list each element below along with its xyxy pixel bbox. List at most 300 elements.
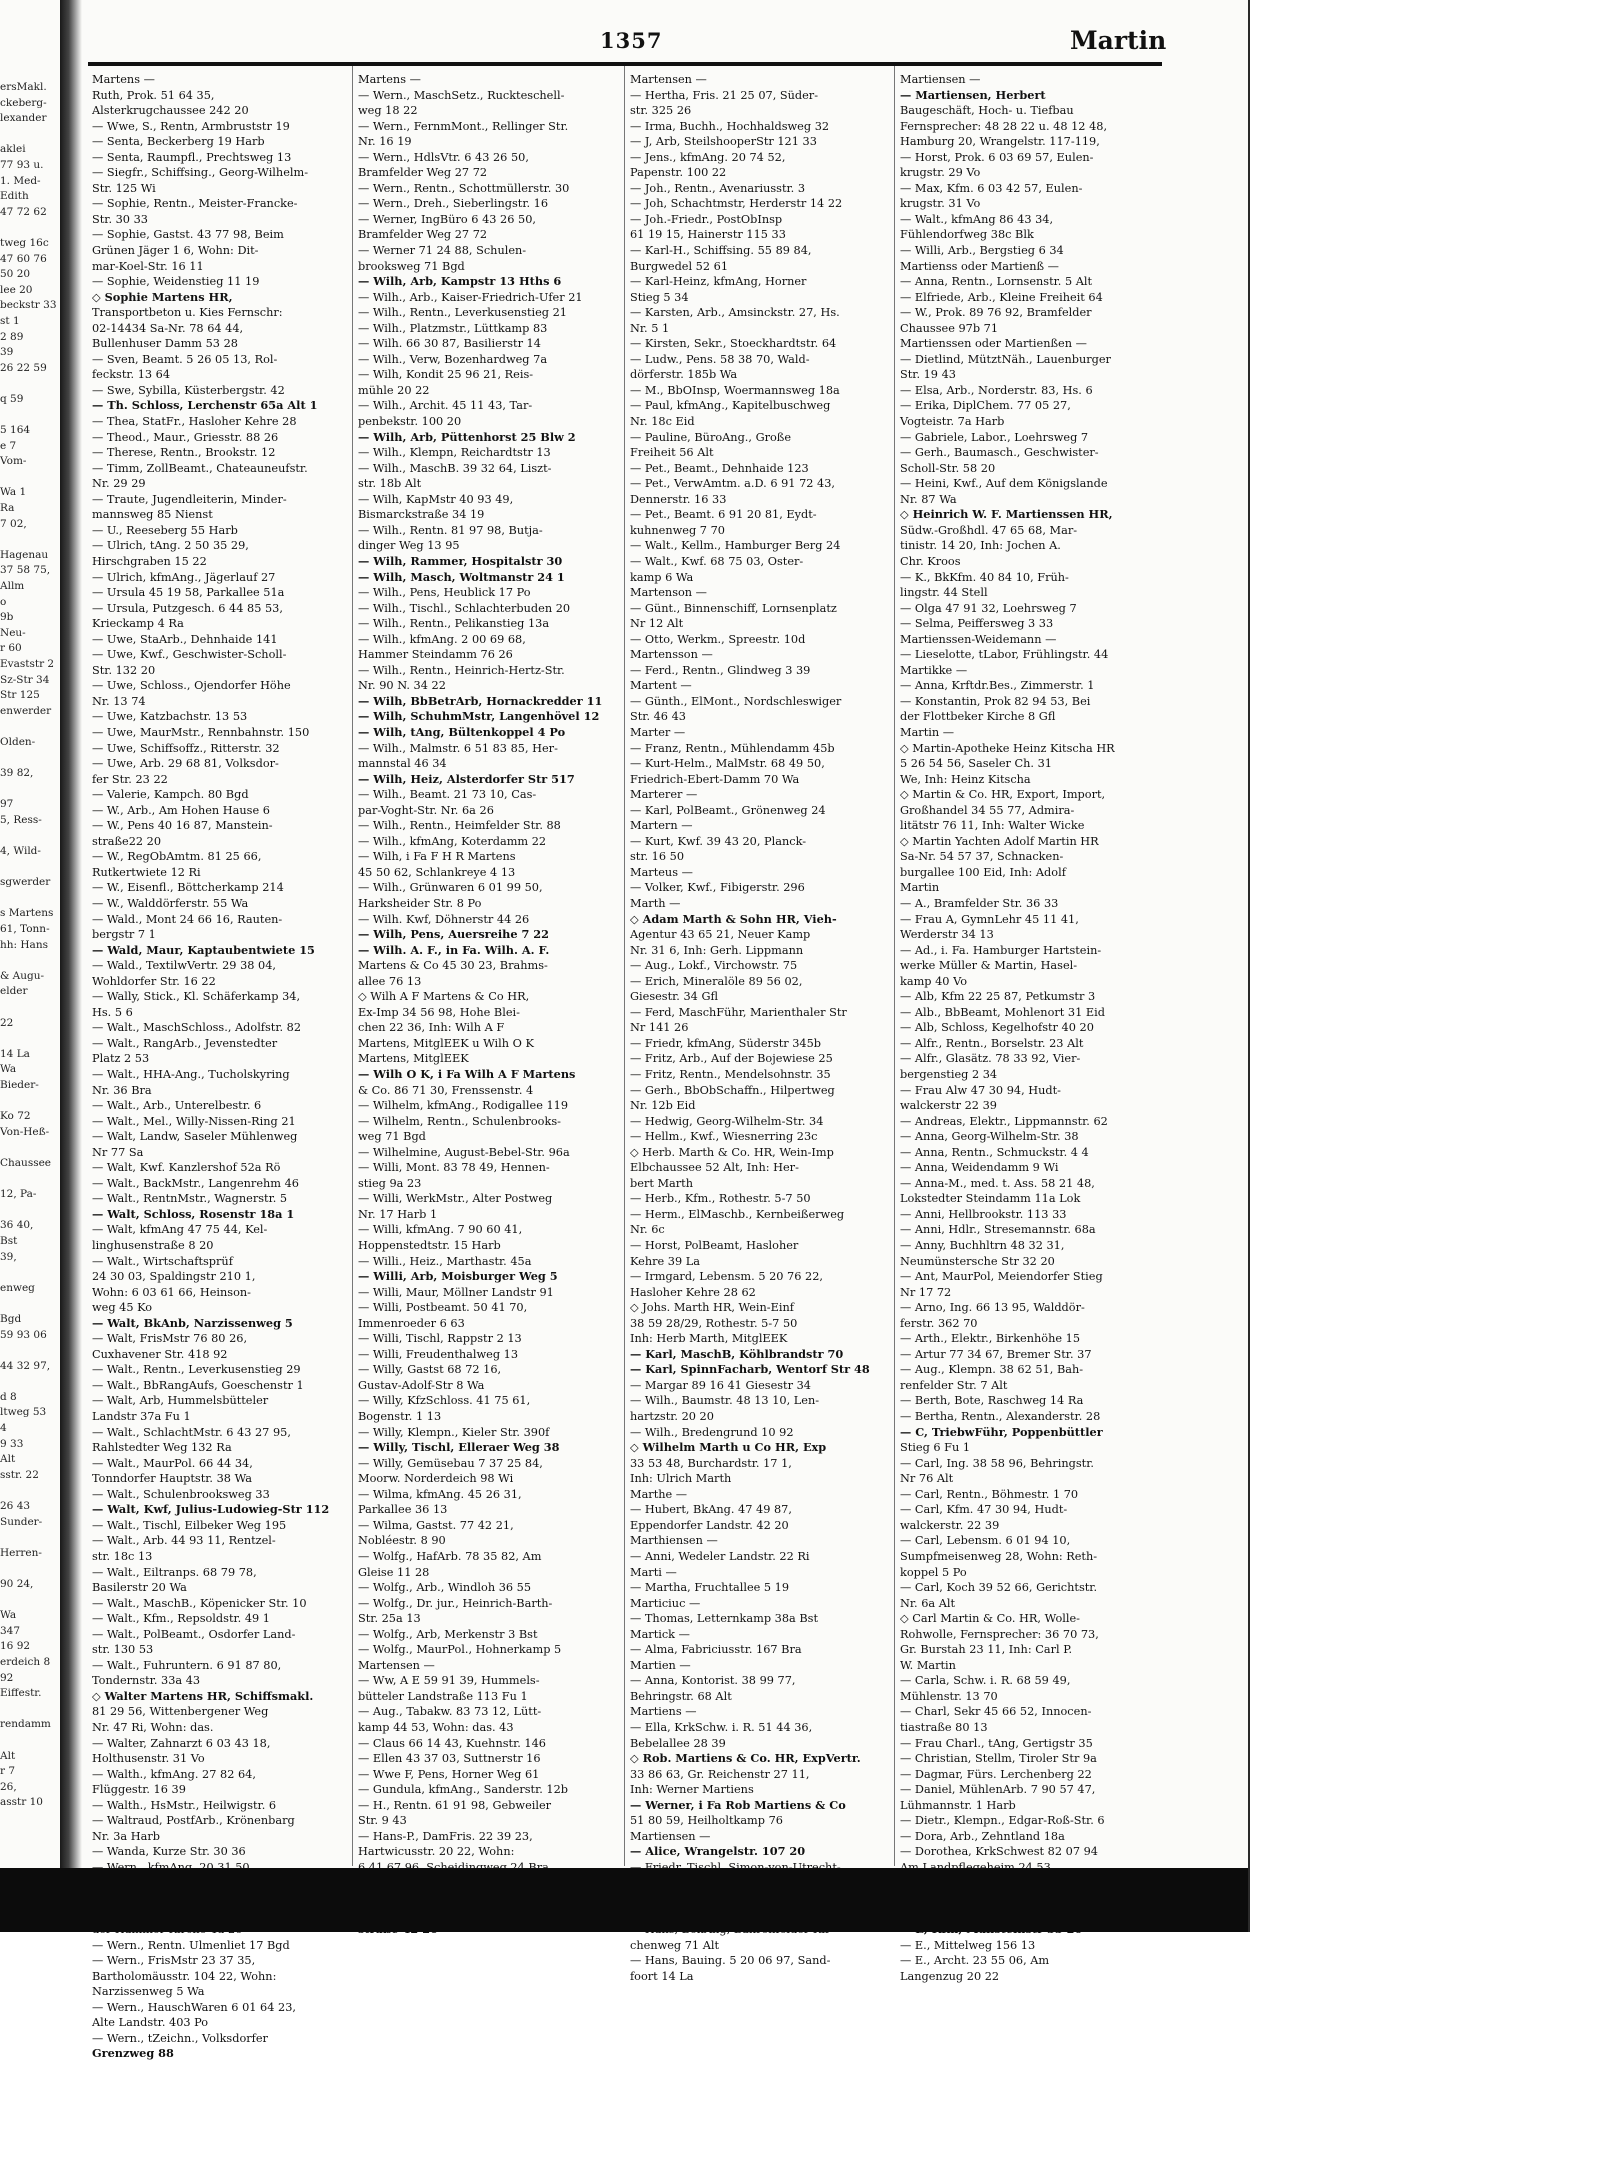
- directory-entry: — Walt, Arb, Hummelsbütteler: [92, 1394, 269, 1408]
- directory-entry: — Hertha, Fris. 21 25 07, Süder-: [630, 88, 819, 102]
- surname-heading: Marti —: [630, 1565, 677, 1579]
- column-divider: [894, 66, 895, 1866]
- directory-entry: — Wilh. Kwf, Döhnerstr 44 26: [358, 912, 530, 926]
- directory-entry: — Traute, Jugendleiterin, Minder-: [92, 492, 287, 506]
- directory-entry: — Werner, IngBüro 6 43 26 50,: [358, 212, 536, 226]
- directory-entry: Hartwicusstr. 20 22, Wohn:: [358, 1845, 515, 1859]
- directory-entry: werke Müller & Martin, Hasel-: [900, 959, 1078, 973]
- directory-entry: foort 14 La: [630, 1969, 694, 1983]
- directory-entry: — Charl, Sekr 45 66 52, Innocen-: [900, 1705, 1092, 1719]
- directory-entry: — Anna, Georg-Wilhelm-Str. 38: [900, 1130, 1079, 1144]
- directory-entry: Nr. 3a Harb: [92, 1829, 160, 1843]
- gutter-fragment: Wa 1: [0, 486, 27, 499]
- directory-entry: — Wern., HdlsVtr. 6 43 26 50,: [358, 150, 529, 164]
- directory-entry: Ruth, Prok. 51 64 35,: [92, 88, 215, 102]
- directory-entry: — Gundula, kfmAng., Sanderstr. 12b: [358, 1783, 569, 1797]
- directory-entry: Mühlenstr. 13 70: [900, 1689, 998, 1703]
- directory-entry: Hoppenstedtstr. 15 Harb: [358, 1239, 501, 1253]
- directory-entry: linghusenstraße 8 20: [92, 1239, 214, 1253]
- directory-entry: — Heini, Kwf., Auf dem Königslande: [900, 477, 1108, 491]
- directory-entry: ◇ Sophie Martens HR,: [92, 289, 233, 304]
- gutter-fragment: [0, 1031, 64, 1047]
- gutter-fragment: Allm: [0, 580, 25, 592]
- directory-entry: — Willi, Mont. 83 78 49, Hennen-: [358, 1161, 550, 1175]
- directory-entry: — Walt, BkAnb, Narzissenweg 5: [92, 1315, 293, 1330]
- gutter-fragment: [0, 1483, 64, 1499]
- surname-heading: Martienss oder Martienß —: [900, 259, 1059, 273]
- directory-entry: 38 59 28/29, Rothestr. 5-7 50: [630, 1316, 798, 1330]
- directory-entry: — Swe, Sybilla, Küsterbergstr. 42: [92, 383, 285, 397]
- directory-entry: — Willi, WerkMstr., Alter Postweg: [358, 1192, 553, 1206]
- directory-entry: — Arno, Ing. 66 13 95, Walddör-: [900, 1301, 1085, 1315]
- directory-entry: Grenzweg 88: [92, 2046, 174, 2061]
- directory-entry: — Ferd., Rentn., Glindweg 3 39: [630, 663, 811, 677]
- directory-entry: mannsweg 85 Nienst: [92, 508, 213, 522]
- directory-entry: ◇ Carl Martin & Co. HR, Wolle-: [900, 1612, 1080, 1626]
- directory-entry: ◇ Johs. Marth HR, Wein-Einf: [630, 1301, 794, 1315]
- gutter-fragment: Von-Heß-: [0, 1125, 50, 1138]
- directory-entry: bergstr 7 1: [92, 928, 156, 942]
- gutter-fragment: [0, 782, 64, 798]
- directory-entry: — Senta, Raumpfl., Prechtsweg 13: [92, 150, 292, 164]
- directory-entry: Wohn: 6 03 61 66, Heinson-: [92, 1285, 251, 1299]
- directory-entry: — Willy, Gastst 68 72 16,: [358, 1363, 502, 1377]
- directory-entry: — W., Pens 40 16 87, Manstein-: [92, 819, 273, 833]
- directory-entry: — Walt, kfmAng 47 75 44, Kel-: [92, 1223, 268, 1237]
- directory-entry: — Ella, KrkSchw. i. R. 51 44 36,: [630, 1720, 813, 1734]
- directory-entry: — Pauline, BüroAng., Große: [630, 430, 792, 444]
- directory-entry: — Ulrich, kfmAng., Jägerlauf 27: [92, 570, 276, 584]
- directory-entry: — Wolfg., MaurPol., Hohnerkamp 5: [358, 1643, 562, 1657]
- gutter-fragment: [0, 1530, 64, 1546]
- directory-entry: Bebelallee 28 39: [630, 1736, 726, 1750]
- directory-entry: bert Marth: [630, 1176, 693, 1190]
- directory-entry: — Wolfg., Dr. jur., Heinrich-Barth-: [358, 1596, 553, 1610]
- directory-entry: fer Str. 23 22: [92, 772, 168, 786]
- gutter-fragment: sgwerder: [0, 876, 51, 889]
- directory-entry: — Wald., TextilwVertr. 29 38 04,: [92, 959, 277, 973]
- directory-entry: — Ant, MaurPol, Meiendorfer Stieg: [900, 1270, 1103, 1284]
- header-rule: [88, 62, 1162, 66]
- directory-entry: — Senta, Beckerberg 19 Harb: [92, 135, 265, 149]
- directory-entry: — Uwe, Arb. 29 68 81, Volksdor-: [92, 757, 279, 771]
- gutter-fragment: [0, 1593, 64, 1609]
- directory-entry: — Ellen 43 37 03, Suttnerstr 16: [358, 1752, 541, 1766]
- directory-entry: litätstr 76 11, Inh: Walter Wicke: [900, 819, 1085, 833]
- directory-entry: & Co. 86 71 30, Frenssenstr. 4: [358, 1083, 534, 1097]
- directory-entry: Platz 2 53: [92, 1052, 150, 1066]
- directory-entry: Krieckamp 4 Ra: [92, 617, 184, 631]
- directory-entry: Chaussee 97b 71: [900, 321, 999, 335]
- directory-entry: — Frau Alw 47 30 94, Hudt-: [900, 1083, 1061, 1097]
- directory-entry: bergenstieg 2 34: [900, 1068, 998, 1081]
- directory-entry: Stieg 5 34: [630, 290, 689, 304]
- directory-entry: Baugeschäft, Hoch- u. Tiefbau: [900, 104, 1074, 118]
- directory-entry: — Carla, Schw. i. R. 68 59 49,: [900, 1674, 1071, 1688]
- directory-entry: lingstr. 44 Stell: [900, 586, 988, 600]
- directory-entry: — Günt., Binnenschiff, Lornsenplatz: [630, 601, 837, 615]
- directory-entry: — Siegfr., Schiffsing., Georg-Wilhelm-: [92, 166, 309, 180]
- directory-entry: Holthusenstr. 31 Vo: [92, 1752, 205, 1766]
- directory-entry: Giesestr. 34 Gfl: [630, 990, 719, 1004]
- gutter-fragment: 37 58 75,: [0, 564, 51, 577]
- directory-entry: chen 22 36, Inh: Wilh A F: [358, 1021, 505, 1035]
- directory-entry: — Ursula, Putzgesch. 6 44 85 53,: [92, 601, 283, 615]
- directory-entry: Str. 19 43: [900, 368, 956, 382]
- gutter-fragment: tweg 16c: [0, 236, 49, 249]
- directory-entry: — Dagmar, Fürs. Lerchenberg 22: [900, 1767, 1092, 1781]
- surname-heading: Martensen —: [358, 1658, 435, 1672]
- gutter-fragment: 12, Pa-: [0, 1188, 37, 1201]
- directory-entry: — Willi, Arb., Bergstieg 6 34: [900, 244, 1064, 258]
- gutter-fragment: & Augu-: [0, 969, 45, 982]
- directory-entry: — Franz, Rentn., Mühlendamm 45b: [630, 741, 835, 755]
- directory-entry: — Aug., Tabakw. 83 73 12, Lütt-: [358, 1705, 542, 1719]
- directory-entry: Langenzug 20 22: [900, 1969, 1000, 1983]
- directory-entry: Sa-Nr. 54 57 37, Schnacken-: [900, 850, 1064, 864]
- gutter-fragment: [0, 376, 64, 392]
- surname-heading: Marter —: [630, 725, 686, 739]
- directory-entry: — Uwe, StaArb., Dehnhaide 141: [92, 632, 278, 646]
- directory-entry: We, Inh: Heinz Kitscha: [900, 772, 1031, 786]
- gutter-fragment: [0, 953, 64, 969]
- directory-entry: — Volker, Kwf., Fibigerstr. 296: [630, 881, 805, 895]
- directory-entry: Cuxhavener Str. 418 92: [92, 1347, 228, 1361]
- directory-entry: — Karsten, Arb., Amsinckstr. 27, Hs.: [630, 306, 840, 320]
- directory-entry: — Irmgard, Lebensm. 5 20 76 22,: [630, 1270, 823, 1284]
- directory-entry: Moorw. Norderdeich 98 Wi: [358, 1472, 514, 1486]
- gutter-fragment: 50 20: [0, 268, 31, 281]
- directory-entry: — Horst, PolBeamt, Hasloher: [630, 1239, 799, 1253]
- directory-entry: — Wilh, Heiz, Alsterdorfer Str 517: [358, 771, 575, 786]
- directory-entry: — Alb, Kfm 22 25 87, Petkumstr 3: [900, 990, 1096, 1004]
- directory-entry: — Wilh, SchuhmMstr, Langenhövel 12: [358, 709, 600, 724]
- directory-entry: — Uwe, MaurMstr., Rennbahnstr. 150: [92, 725, 310, 739]
- directory-entry: Nr. 16 19: [358, 135, 412, 149]
- gutter-fragment: r 7: [0, 1765, 16, 1778]
- gutter-fragment: 47 60 76: [0, 252, 47, 265]
- surname-heading: Martiensen —: [900, 73, 981, 86]
- directory-entry: — Frau Charl., tAng, Gertigstr 35: [900, 1736, 1093, 1750]
- directory-entry: Nr. 12b Eid: [630, 1099, 696, 1113]
- directory-entry: str. 325 26: [630, 104, 692, 118]
- directory-entry: — Wern., Dreh., Sieberlingstr. 16: [358, 197, 549, 211]
- directory-entry: Transportbeton u. Kies Fernschr:: [92, 306, 283, 320]
- directory-entry: — Wilh., kfmAng, Koterdamm 22: [358, 834, 547, 848]
- directory-entry: — Wilh. 66 30 87, Basilierstr 14: [358, 337, 541, 351]
- gutter-fragment: 39,: [0, 1250, 17, 1263]
- gutter-fragment: [0, 470, 64, 486]
- directory-entry: — Artur 77 34 67, Bremer Str. 37: [900, 1347, 1092, 1361]
- directory-entry: Harksheider Str. 8 Po: [358, 896, 482, 910]
- directory-entry: — Alfr., Glasätz. 78 33 92, Vier-: [900, 1052, 1081, 1066]
- directory-entry: — Hans, Bauing. 5 20 06 97, Sand-: [630, 1954, 831, 1968]
- directory-entry: — Alb., BbBeamt, Mohlenort 31 Eid: [900, 1005, 1105, 1019]
- directory-entry: — Anny, Buchhltrn 48 32 31,: [900, 1239, 1065, 1253]
- directory-entry: — Wilh. A. F., in Fa. Wilh. A. F.: [358, 942, 550, 957]
- directory-entry: — Theod., Maur., Griesstr. 88 26: [92, 430, 279, 444]
- directory-entry: Sumpfmeisenweg 28, Wohn: Reth-: [900, 1549, 1098, 1563]
- directory-entry: Martens, MitglEEK: [358, 1052, 469, 1066]
- directory-entry: — Alfr., Rentn., Borselstr. 23 Alt: [900, 1036, 1084, 1050]
- directory-entry: — Pet., VerwAmtm. a.D. 6 91 72 43,: [630, 477, 835, 491]
- directory-entry: — Walt., Eiltranps. 68 79 78,: [92, 1565, 257, 1579]
- directory-entry: — Kurt-Helm., MalMstr. 68 49 50,: [630, 757, 825, 771]
- scan-right-edge: [1248, 0, 1250, 1932]
- surname-heading: Martensson —: [630, 648, 713, 662]
- directory-entry: — Joh, Schachtmstr, Herderstr 14 22: [630, 197, 843, 211]
- gutter-fragment: 97: [0, 798, 14, 811]
- directory-entry: — Anna, Rentn., Schmuckstr. 4 4: [900, 1145, 1089, 1159]
- directory-entry: — Willi, kfmAng. 7 90 60 41,: [358, 1223, 523, 1237]
- directory-entry: 33 53 48, Burchardstr. 17 1,: [630, 1456, 792, 1470]
- gutter-fragment: [0, 1343, 64, 1359]
- surname-heading: Martienssen-Weidemann —: [900, 632, 1057, 646]
- directory-entry: — Wilma, Gastst. 77 42 21,: [358, 1518, 514, 1532]
- gutter-fragment: [0, 1094, 64, 1110]
- directory-entry: renfelder Str. 7 Alt: [900, 1378, 1008, 1392]
- gutter-fragment: 90 24,: [0, 1578, 34, 1590]
- directory-entry: Inh: Herb Marth, MitglEEK: [630, 1332, 788, 1346]
- directory-entry: — Uwe, Schiffsoffz., Ritterstr. 32: [92, 741, 280, 755]
- directory-entry: Nr 12 Alt: [630, 617, 684, 631]
- directory-entry: — Walt, Kwf. Kanzlershof 52a Rö: [92, 1161, 281, 1175]
- directory-entry: Rahlstedter Weg 132 Ra: [92, 1441, 232, 1455]
- gutter-fragment: aklei: [0, 143, 26, 156]
- directory-entry: Grünen Jäger 1 6, Wohn: Dit-: [92, 244, 259, 258]
- directory-entry: — Walt., kfmAng 86 43 34,: [900, 212, 1054, 226]
- directory-entry: — Wern., Rentn., Schottmüllerstr. 30: [358, 181, 570, 195]
- directory-column-2: [358, 72, 618, 1938]
- gutter-fragment: s Martens: [0, 907, 54, 920]
- directory-entry: Agentur 43 65 21, Neuer Kamp: [630, 928, 811, 942]
- directory-entry: — Wald, Maur, Kaptaubentwiete 15: [92, 942, 315, 957]
- directory-entry: Inh: Werner Martiens: [630, 1783, 754, 1797]
- directory-entry: ◇ Walter Martens HR, Schiffsmakl.: [92, 1688, 314, 1703]
- directory-entry: Gustav-Adolf-Str 8 Wa: [358, 1378, 485, 1392]
- directory-entry: mannstal 46 34: [358, 757, 447, 771]
- directory-entry: — Wanda, Kurze Str. 30 36: [92, 1845, 246, 1859]
- directory-entry: Nr. 29 29: [92, 477, 146, 491]
- directory-entry: — Elsa, Arb., Norderstr. 83, Hs. 6: [900, 383, 1093, 397]
- directory-entry: Nr. 87 Wa: [900, 492, 957, 506]
- directory-entry: — Max, Kfm. 6 03 42 57, Eulen-: [900, 181, 1083, 195]
- directory-entry: — Wilh., Rentn., Pelikanstieg 13a: [358, 617, 550, 631]
- directory-entry: Bartholomäusstr. 104 22, Wohn:: [92, 1969, 277, 1983]
- gutter-fragment: Eiffestr.: [0, 1687, 42, 1700]
- surname-heading: Martent —: [630, 679, 692, 693]
- gutter-fragment: st 1: [0, 314, 20, 327]
- directory-entry: — Sophie, Rentn., Meister-Francke-: [92, 197, 298, 211]
- directory-entry: — Konstantin, Prok 82 94 53, Bei: [900, 694, 1091, 708]
- directory-entry: — Walt., Kwf. 68 75 03, Oster-: [630, 554, 804, 568]
- surname-heading: Martin —: [900, 725, 955, 739]
- directory-entry: — Hedwig, Georg-Wilhelm-Str. 34: [630, 1114, 824, 1128]
- gutter-fragment: [0, 860, 64, 876]
- directory-entry: — Willy, KfzSchloss. 41 75 61,: [358, 1394, 531, 1408]
- directory-entry: — Fritz, Arb., Auf der Bojewiese 25: [630, 1052, 833, 1066]
- directory-entry: — Walth., HsMstr., Heilwigstr. 6: [92, 1798, 277, 1812]
- directory-entry: Großhandel 34 55 77, Admira-: [900, 803, 1075, 817]
- directory-entry: — Martiensen, Herbert: [900, 87, 1046, 102]
- directory-entry: — Wern., Rentn. Ulmenliet 17 Bgd: [92, 1938, 290, 1952]
- binding-shadow: [60, 0, 82, 1932]
- directory-entry: Basilerstr 20 Wa: [92, 1581, 187, 1595]
- directory-entry: — Walt., Fuhruntern. 6 91 87 80,: [92, 1658, 282, 1672]
- directory-entry: — Karl-H., Schiffsing. 55 89 84,: [630, 244, 812, 258]
- directory-entry: bütteler Landstraße 113 Fu 1: [358, 1689, 528, 1703]
- directory-entry: — Irma, Buchh., Hochhaldsweg 32: [630, 119, 830, 133]
- directory-entry: — Erika, DiplChem. 77 05 27,: [900, 399, 1071, 413]
- directory-entry: — Otto, Werkm., Spreestr. 10d: [630, 632, 806, 646]
- directory-entry: Tonndorfer Hauptstr. 38 Wa: [92, 1472, 252, 1486]
- directory-entry: — Willi., Heiz., Marthastr. 45a: [358, 1254, 532, 1268]
- gutter-fragment: Evaststr 2: [0, 657, 55, 670]
- directory-entry: — Lieselotte, tLabor, Frühlingstr. 44: [900, 648, 1109, 662]
- gutter-fragment: beckstr 33: [0, 299, 57, 312]
- directory-entry: — Herm., ElMaschb., Kernbeißerweg: [630, 1207, 845, 1221]
- directory-entry: Str. 25a 13: [358, 1612, 421, 1626]
- directory-entry: Bismarckstraße 34 19: [358, 508, 485, 522]
- directory-entry: par-Voght-Str. Nr. 6a 26: [358, 803, 494, 817]
- directory-entry: — W., Eisenfl., Böttcherkamp 214: [92, 881, 284, 895]
- directory-entry: Eppendorfer Landstr. 42 20: [630, 1518, 789, 1532]
- page-number: 1357: [600, 28, 663, 53]
- directory-entry: str. 18b Alt: [358, 477, 422, 491]
- directory-entry: burgallee 100 Eid, Inh: Adolf: [900, 865, 1066, 879]
- directory-entry: — Wilh., MaschB. 39 32 64, Liszt-: [358, 461, 552, 475]
- directory-entry: — Wilh, KapMstr 40 93 49,: [358, 492, 514, 506]
- directory-entry: str. 18c 13: [92, 1549, 153, 1563]
- directory-entry: — Wilh., Rentn., Leverkusenstieg 21: [358, 306, 567, 320]
- directory-entry: kamp 44 53, Wohn: das. 43: [358, 1720, 514, 1734]
- directory-entry: Hirschgraben 15 22: [92, 554, 207, 568]
- directory-entry: — Anna-M., med. t. Ass. 58 21 48,: [900, 1176, 1095, 1190]
- directory-entry: — Karl, SpinnFacharb, Wentorf Str 48: [630, 1362, 870, 1377]
- directory-entry: Wohldorfer Str. 16 22: [92, 974, 216, 988]
- gutter-fragment: Bgd: [0, 1312, 22, 1325]
- directory-entry: — Wilma, kfmAng. 45 26 31,: [358, 1487, 522, 1501]
- directory-entry: — Wern., tZeichn., Volksdorfer: [92, 2031, 268, 2045]
- gutter-fragment: [0, 1374, 64, 1390]
- directory-entry: Hammer Steindamm 76 26: [358, 648, 513, 662]
- gutter-fragment: [0, 1733, 64, 1749]
- directory-entry: — Willi, Freudenthalweg 13: [358, 1347, 519, 1361]
- directory-entry: — H., Rentn. 61 91 98, Gebweiler: [358, 1798, 552, 1812]
- directory-entry: Hs. 5 6: [92, 1005, 133, 1019]
- directory-entry: Immenroeder 6 63: [358, 1316, 465, 1330]
- directory-entry: tiastraße 80 13: [900, 1720, 988, 1734]
- gutter-fragment: e 7: [0, 439, 17, 452]
- gutter-fragment: o: [0, 595, 7, 608]
- surname-heading: Martiensen —: [630, 1829, 711, 1843]
- directory-entry: chenweg 71 Alt: [630, 1938, 720, 1952]
- directory-entry: Nobléestr. 8 90: [358, 1534, 446, 1548]
- directory-entry: — Walt., Schulenbrooksweg 33: [92, 1487, 270, 1501]
- directory-entry: — Claus 66 14 43, Kuehnstr. 146: [358, 1736, 546, 1750]
- directory-entry: Nr. 47 Ri, Wohn: das.: [92, 1720, 214, 1734]
- directory-entry: straße22 20: [92, 834, 162, 848]
- gutter-fragment: [0, 532, 64, 548]
- directory-entry: kamp 6 Wa: [630, 570, 694, 584]
- directory-entry: — Wilh, Masch, Woltmanstr 24 1: [358, 569, 565, 584]
- gutter-fragment: r 60: [0, 642, 22, 655]
- directory-entry: — Joh.-Friedr., PostObInsp: [630, 212, 783, 226]
- gutter-fragment: lee 20: [0, 283, 33, 296]
- directory-entry: — Alice, Wrangelstr. 107 20: [630, 1844, 806, 1859]
- directory-entry: — Wilh., Baumstr. 48 13 10, Len-: [630, 1394, 820, 1408]
- directory-entry: — Walt., MaurPol. 66 44 34,: [92, 1456, 253, 1470]
- directory-entry: Freiheit 56 Alt: [630, 446, 714, 460]
- directory-entry: — Ursula 45 19 58, Parkallee 51a: [92, 586, 285, 600]
- directory-entry: — U., Reeseberg 55 Harb: [92, 523, 238, 537]
- directory-entry: — Wilh, Rammer, Hospitalstr 30: [358, 553, 563, 568]
- directory-entry: — Wilhelm, kfmAng., Rodigallee 119: [358, 1099, 569, 1113]
- gutter-fragment: [0, 719, 64, 735]
- directory-entry: Nr. 31 6, Inh: Gerh. Lippmann: [630, 943, 804, 957]
- directory-entry: — Jens., kfmAng. 20 74 52,: [630, 150, 786, 164]
- gutter-fragment: Herren-: [0, 1546, 42, 1559]
- gutter-fragment: Alt: [0, 1453, 16, 1466]
- directory-entry: — Wilh., Arb., Kaiser-Friedrich-Ufer 21: [358, 290, 583, 304]
- surname-heading: Martens —: [92, 73, 155, 86]
- directory-entry: weg 71 Bgd: [358, 1130, 426, 1144]
- directory-entry: — Carl, Rentn., Böhmestr. 1 70: [900, 1487, 1079, 1501]
- directory-entry: — Anna, Weidendamm 9 Wi: [900, 1161, 1059, 1175]
- directory-entry: — Kurt, Kwf. 39 43 20, Planck-: [630, 834, 807, 848]
- directory-entry: — Timm, ZollBeamt., Chateauneufstr.: [92, 461, 308, 475]
- gutter-fragment: ckeberg-: [0, 96, 47, 109]
- directory-entry: ◇ Heinrich W. F. Martienssen HR,: [900, 507, 1113, 522]
- directory-entry: — Wilh, Arb, Kampstr 13 Hths 6: [358, 274, 562, 289]
- directory-entry: — Walt., BackMstr., Langenrehm 46: [92, 1176, 299, 1190]
- directory-entry: Burgwedel 52 61: [630, 259, 729, 273]
- directory-entry: — Pet., Beamt., Dehnhaide 123: [630, 461, 809, 475]
- directory-entry: Papenstr. 100 22: [630, 166, 727, 180]
- gutter-fragment: Edith: [0, 190, 29, 203]
- directory-entry: Alte Landstr. 403 Po: [92, 2016, 209, 2030]
- directory-entry: 81 29 56, Wittenbergener Weg: [92, 1705, 269, 1719]
- directory-entry: Neumünstersche Str 32 20: [900, 1254, 1055, 1268]
- directory-entry: — Walt., MaschB., Köpenicker Str. 10: [92, 1596, 307, 1610]
- directory-entry: Lokstedter Steindamm 11a Lok: [900, 1192, 1081, 1206]
- directory-entry: feckstr. 13 64: [92, 368, 171, 382]
- gutter-fragment: 26 22 59: [0, 361, 47, 374]
- directory-entry: — Sophie, Weidenstieg 11 19: [92, 275, 260, 289]
- directory-entry: — Willi, Tischl, Rappstr 2 13: [358, 1332, 522, 1346]
- directory-entry: — Wilh, Pens, Auersreihe 7 22: [358, 927, 549, 942]
- directory-entry: Vogteistr. 7a Harb: [900, 415, 1005, 429]
- directory-entry: Martens & Co 45 30 23, Brahms-: [358, 959, 548, 973]
- gutter-fragment: Sz-Str 34: [0, 673, 50, 686]
- directory-entry: — C, TriebwFühr, Poppenbüttler: [900, 1424, 1103, 1439]
- directory-entry: — Wilh, Kondit 25 96 21, Reis-: [358, 368, 534, 382]
- gutter-fragment: [0, 127, 64, 143]
- gutter-fragment: [0, 891, 64, 907]
- directory-entry: — Therese, Rentn., Brookstr. 12: [92, 446, 276, 460]
- directory-entry: mar-Koel-Str. 16 11: [92, 259, 204, 273]
- directory-entry: — Dorothea, KrkSchwest 82 07 94: [900, 1845, 1098, 1859]
- directory-entry: W. Martin: [900, 1658, 956, 1672]
- surname-heading: Martien —: [630, 1658, 691, 1672]
- directory-entry: — Walth., kfmAng. 27 82 64,: [92, 1767, 256, 1781]
- directory-entry: — Carl, Lebensm. 6 01 94 10,: [900, 1534, 1071, 1548]
- directory-entry: brooksweg 71 Bgd: [358, 259, 465, 273]
- directory-entry: — Walt., PolBeamt., Osdorfer Land-: [92, 1627, 296, 1641]
- directory-entry: — Sven, Beamt. 5 26 05 13, Rol-: [92, 352, 278, 366]
- directory-entry: — Walt., Tischl, Eilbeker Weg 195: [92, 1518, 287, 1532]
- surname-heading: Marticiuc —: [630, 1596, 701, 1610]
